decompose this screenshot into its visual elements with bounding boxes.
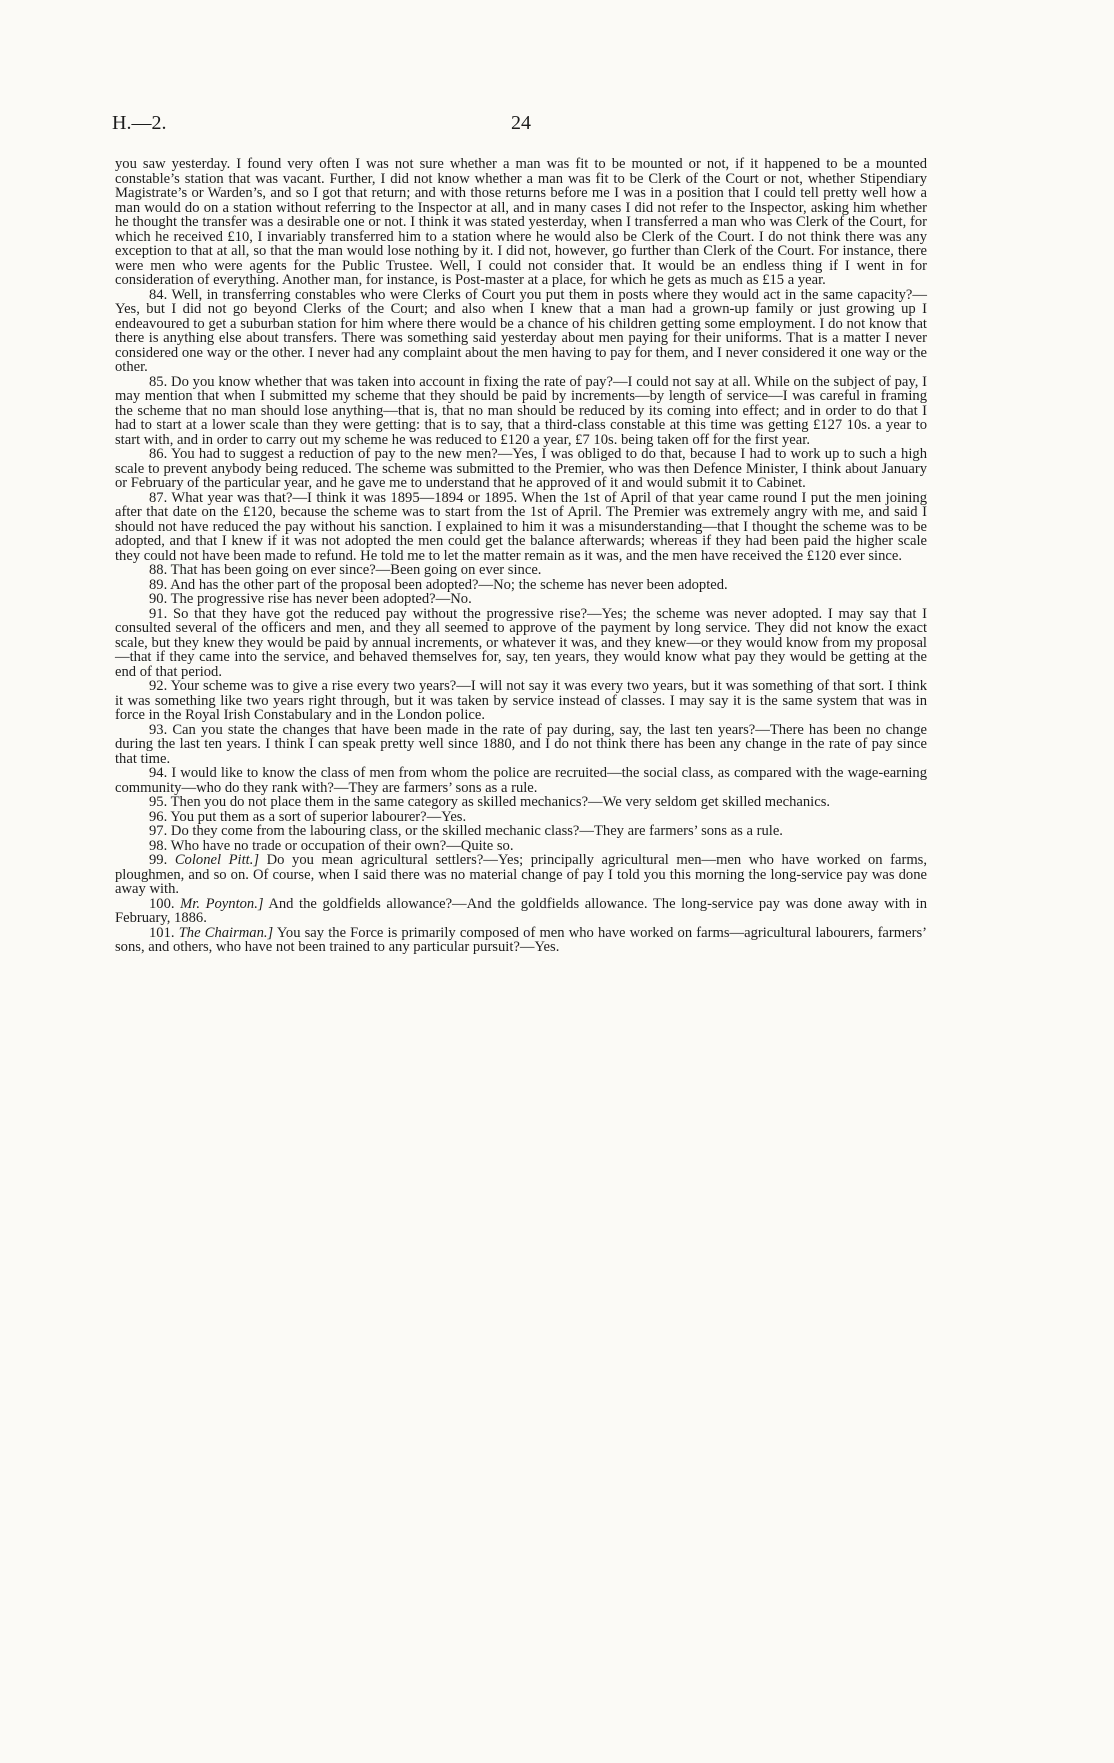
question-number: 94. bbox=[149, 765, 168, 781]
paragraph bbox=[115, 578, 927, 593]
question-number: 85. bbox=[149, 373, 168, 390]
page-number: 24 bbox=[511, 112, 531, 134]
paragraph bbox=[115, 897, 927, 926]
paragraph bbox=[115, 679, 927, 723]
paragraph bbox=[115, 810, 927, 825]
question-number: 87. bbox=[149, 489, 168, 506]
transcript-body bbox=[115, 157, 927, 955]
paragraph bbox=[115, 824, 927, 839]
paragraph-text: And has the other part of the proposal been adopted?—No; the scheme has never been adopted. bbox=[170, 576, 728, 593]
paragraph bbox=[115, 375, 927, 448]
paragraph-text: You had to suggest a reduction of pay to the new men?—Yes, I was obliged to do that, because I had to work up to such a high scale to prevent anybody being reduced. The scheme was submitted to the Premier, who was then Defence Minister, I think about January or February of the particular year, and he gave me to understand that he approved of it and would submit it to Cabinet. bbox=[115, 446, 927, 491]
question-number: 86. bbox=[149, 446, 168, 462]
paragraph bbox=[115, 563, 927, 578]
question-number: 93. bbox=[149, 721, 168, 738]
paragraph bbox=[115, 795, 927, 810]
paragraph bbox=[115, 447, 927, 491]
paragraph bbox=[115, 288, 927, 375]
question-number: 90. bbox=[149, 591, 168, 607]
question-number: 95. bbox=[149, 794, 168, 810]
question-number: 89. bbox=[149, 576, 168, 593]
speaker-name: The Chairman.] bbox=[178, 924, 274, 941]
question-number: 91. bbox=[149, 605, 168, 622]
paragraph bbox=[115, 607, 927, 680]
question-number: 99. bbox=[149, 852, 168, 868]
paragraph-text: Who have no trade or occupation of their own?—Quite so. bbox=[170, 837, 514, 854]
page-header bbox=[112, 112, 927, 146]
question-number: 100. bbox=[149, 895, 175, 912]
paragraph-text: You put them as a sort of superior labourer?—Yes. bbox=[170, 808, 467, 825]
paragraph bbox=[115, 926, 927, 955]
paragraph bbox=[115, 723, 927, 767]
paragraph-text: That has been going on ever since?—Been going on ever since. bbox=[170, 562, 542, 578]
paragraph-text: Do you know whether that was taken into account in fixing the rate of pay?—I could not say at all. While on the subject of pay, I may mention that when I submitted my scheme that they should be paid by increments—by length of service—I was careful in framing the scheme that no man should lose anything—that is, that no man should be reduced by its coming into effect; and in order to do that I had to start at a lower scale than they were getting: that is to say, that a third-class constable at this time was getting £127 10s. a year to start with, and in order to carry out my scheme he was reduced to £120 a year, £7 10s. being taken off for the first year. bbox=[115, 373, 927, 448]
paragraph-text: I would like to know the class of men from whom the police are recruited—the social class, as compared with the wage-earning community—who do they rank with?—They are farmers’ sons as a rule. bbox=[115, 765, 927, 796]
question-number: 88. bbox=[149, 562, 168, 578]
speaker-name: Colonel Pitt.] bbox=[174, 852, 260, 868]
paragraph bbox=[115, 157, 927, 288]
paragraph-text: you saw yesterday. I found very often I was not sure whether a man was fit to be mounted or not, if it happened to be a mounted constable’s station that was vacant. Further, I did not know whether a man was fit to be Clerk of the Court or not, whether Stipendiary Magistrate’s or Warden’s, and so I got that return; and with those returns before me I was in a position that I could tell pretty well how a man would do on a station without referring to the Inspector at all, and in many cases I did not refer to the Inspector, asking him whether he thought the transfer was a desirable one or not. I think it was stated yesterday, when I transferred a man who was Clerk of the Court, for which he received £10, I invariably transferred him to a station where he would also be Clerk of the Court. I do not think there was any exception to that at all, so that the man would lose nothing by it. I did not, however, go further than Clerk of the Court. For instance, there were men who were agents for the Public Trustee. Well, I could not consider that. It would be an endless thing if I went in for consideration of everything. Another man, for instance, is Post-master at a place, for which he gets as much as £15 a year. bbox=[115, 156, 927, 288]
paragraph bbox=[115, 766, 927, 795]
paragraph-text: Well, in transferring constables who were Clerks of Court you put them in posts where they would act in the same capacity?—Yes, but I did not go beyond Clerks of the Court; and also when I knew that a man had a grown-up family or just growing up I endeavoured to get a suburban station for him where there would be a chance of his children getting some employment. I do not know that there is anything else about transfers. There was something said yesterday about men paying for their uniforms. That is a matter I never considered one way or the other. I never had any complaint about the men having to pay for them, and I never considered it one way or the other. bbox=[115, 286, 927, 375]
paragraph bbox=[115, 853, 927, 897]
paragraph-text: You say the Force is primarily composed of men who have worked on farms—agricultural labourers, farmers’ sons, and others, who have not been trained to any particular pursuit?—Yes. bbox=[115, 924, 927, 955]
paragraph-text: The progressive rise has never been adopted?—No. bbox=[170, 591, 472, 607]
paragraph bbox=[115, 839, 927, 854]
question-number: 96. bbox=[149, 808, 168, 825]
paragraph-text: Your scheme was to give a rise every two years?—I will not say it was every two years, but it was something of that sort. I think it was something like two years right through, but it was taken by service instead of classes. I may say it is the same system that was in force in the Royal Irish Constabulary and in the London police. bbox=[115, 678, 927, 723]
paragraph-text: And the goldfields allowance?—And the goldfields allowance. The long-service pay was done away with in February, 1886. bbox=[115, 895, 927, 926]
question-number: 92. bbox=[149, 678, 168, 694]
paragraph-text: So that they have got the reduced pay without the progressive rise?—Yes; the scheme was never adopted. I may say that I consulted several of the officers and men, and they all seemed to approve of the payment by long service. They did not know the exact scale, but they knew they would be paid by annual increments, or whatever it was, and they knew—or they would know from my proposal—that if they came into the service, and behaved themselves for, say, ten years, they would know what pay they would be getting at the end of that period. bbox=[115, 605, 928, 680]
paragraph bbox=[115, 592, 927, 607]
paragraph-text: Then you do not place them in the same category as skilled mechanics?—We very seldom get skilled mechanics. bbox=[170, 794, 831, 810]
paragraph-text: Can you state the changes that have been made in the rate of pay during, say, the last ten years?—There has been no change during the last ten years. I think I can speak pretty well since 1880, and I do not think there has been any change in the rate of pay since that time. bbox=[115, 721, 927, 767]
paragraph-text: What year was that?—I think it was 1895—1894 or 1895. When the 1st of April of that year came round I put the men joining after that date on the £120, because the scheme was to start from the 1st of April. The Premier was extremely angry with me, and said I should not have reduced the pay without his sanction. I explained to him it was a misunderstanding—that I thought the scheme was to be adopted, and that I knew if it was not adopted the men could get the balance afterwards; whereas if they had been paid the higher scale they could not have been made to refund. He told me to let the matter remain as it was, and the men have received the £120 ever since. bbox=[115, 489, 928, 564]
question-number: 101. bbox=[149, 924, 175, 941]
question-number: 84. bbox=[149, 286, 168, 303]
document-reference: H.—2. bbox=[112, 112, 167, 134]
paragraph bbox=[115, 491, 927, 564]
question-number: 97. bbox=[149, 823, 168, 839]
speaker-name: Mr. Poynton.] bbox=[180, 895, 264, 912]
paragraph-text: Do you mean agricultural settlers?—Yes; principally agricultural men—men who have worked on farms, ploughmen, and so on. Of course, when I said there was no material change of pay I told you this morning the long-service pay was done away with. bbox=[115, 852, 927, 897]
paragraph-text: Do they come from the labouring class, or the skilled mechanic class?—They are farmers’ sons as a rule. bbox=[170, 823, 783, 839]
question-number: 98. bbox=[149, 837, 168, 854]
